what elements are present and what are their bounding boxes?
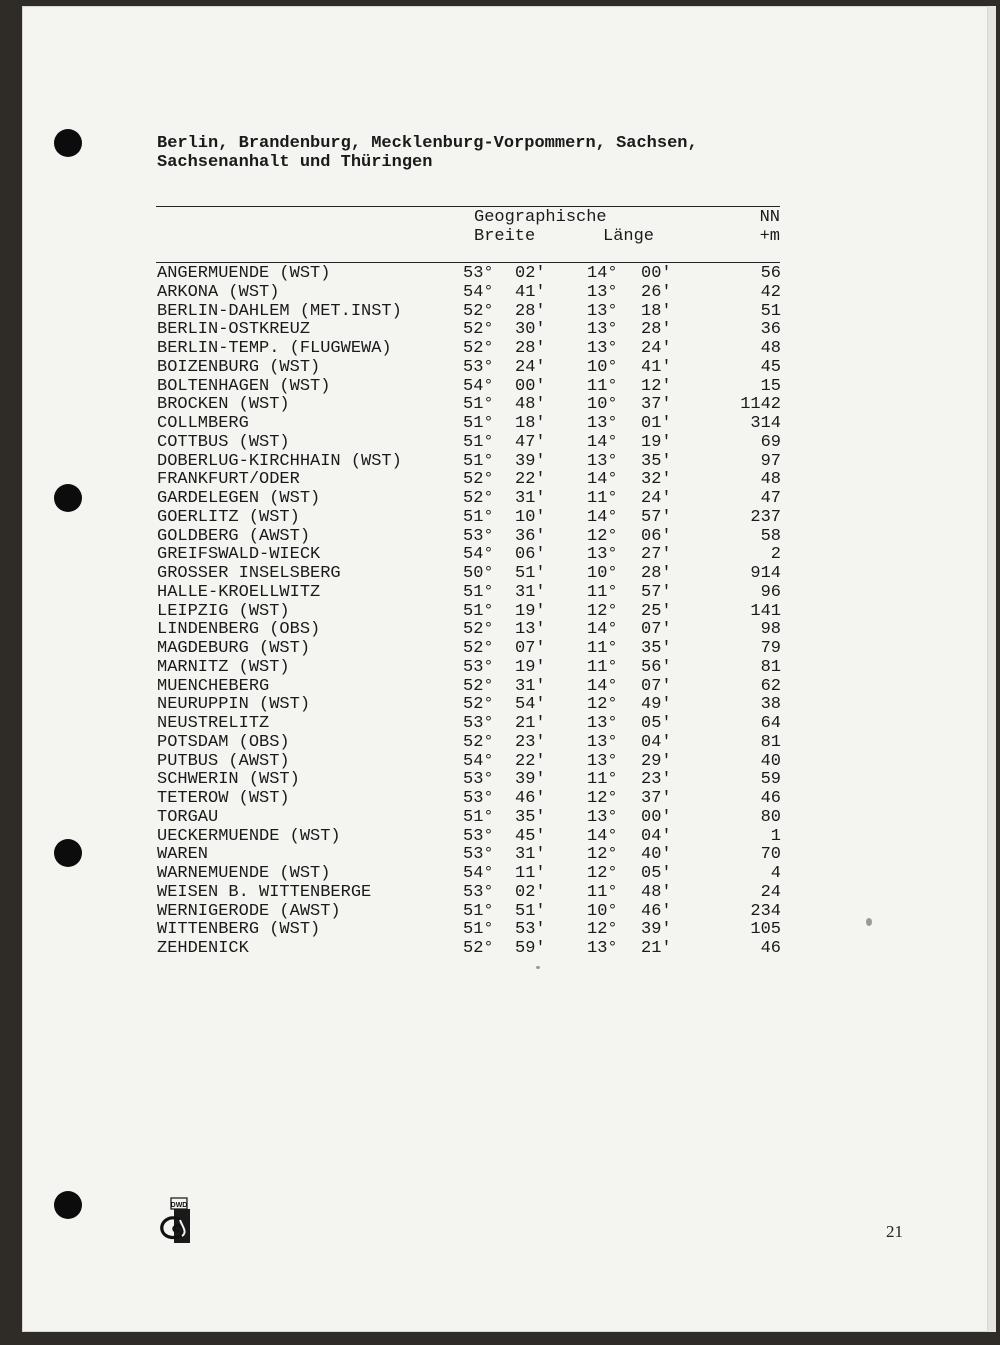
station-name: MARNITZ (WST) (157, 657, 290, 677)
table-row (157, 621, 781, 640)
longitude-degrees: 12° (587, 601, 618, 621)
elevation: 234 (750, 901, 781, 921)
table-row (157, 659, 781, 678)
latitude-degrees: 50° (463, 564, 494, 583)
table-row (157, 546, 781, 565)
station-name: GOLDBERG (AWST) (157, 526, 311, 546)
latitude-degrees: 53° (463, 845, 494, 865)
longitude-degrees: 12° (587, 920, 618, 940)
elevation: 46 (760, 789, 781, 808)
longitude-minutes: 40′ (641, 845, 672, 865)
station-name: GARDELEGEN (WST) (157, 489, 321, 508)
longitude-degrees: 11° (587, 376, 618, 396)
station-name: NEUSTRELITZ (157, 714, 270, 733)
station-name: SCHWERIN (WST) (157, 770, 300, 790)
longitude-minutes: 04′ (641, 732, 672, 752)
table-row (157, 828, 781, 847)
station-name: MUENCHEBERG (157, 676, 270, 696)
station-name: TORGAU (157, 807, 219, 827)
elevation: 15 (760, 376, 781, 396)
lat-header: Breite (474, 227, 536, 246)
longitude-degrees: 14° (587, 676, 618, 696)
title-line-1: Berlin, Brandenburg, Mecklenburg-Vorpommern, Sachsen, (157, 134, 698, 153)
latitude-minutes: 47′ (515, 432, 546, 452)
longitude-minutes: 35′ (641, 451, 672, 471)
latitude-degrees: 51° (463, 395, 494, 415)
longitude-minutes: 19′ (641, 432, 672, 452)
latitude-minutes: 51′ (515, 564, 546, 583)
table-row (157, 378, 781, 397)
longitude-degrees: 11° (587, 882, 618, 902)
elevation: 141 (750, 601, 781, 621)
table-row (157, 603, 781, 622)
latitude-degrees: 52° (463, 732, 494, 752)
station-name: COTTBUS (WST) (157, 432, 290, 452)
longitude-minutes: 57′ (641, 507, 672, 527)
station-name: TETEROW (WST) (157, 789, 290, 808)
elevation: 40 (760, 751, 781, 771)
longitude-minutes: 28′ (641, 320, 672, 340)
station-name: WARNEMUENDE (WST) (157, 864, 331, 883)
latitude-degrees: 53° (463, 826, 494, 846)
elevation: 2 (770, 545, 781, 565)
latitude-minutes: 31′ (515, 489, 546, 508)
longitude-minutes: 26′ (641, 282, 672, 302)
elevation: 97 (760, 451, 781, 471)
table-row (157, 340, 781, 359)
longitude-minutes: 12′ (641, 376, 672, 396)
latitude-degrees: 51° (463, 601, 494, 621)
station-name: BOLTENHAGEN (WST) (157, 376, 331, 396)
longitude-degrees: 14° (587, 432, 618, 452)
latitude-degrees: 53° (463, 357, 494, 377)
latitude-minutes: 30′ (515, 320, 546, 340)
station-name: ZEHDENICK (157, 939, 249, 958)
latitude-minutes: 51′ (515, 901, 546, 921)
longitude-minutes: 25′ (641, 601, 672, 621)
table-row (157, 303, 781, 322)
table-row (157, 846, 781, 865)
elevation: 96 (760, 582, 781, 602)
page-title (157, 134, 797, 172)
table-row (157, 490, 781, 509)
table-row (157, 453, 781, 472)
elevation: 45 (760, 357, 781, 377)
station-name: BERLIN-DAHLEM (MET.INST) (157, 301, 402, 321)
latitude-degrees: 52° (463, 695, 494, 715)
longitude-minutes: 05′ (641, 864, 672, 883)
longitude-minutes: 07′ (641, 676, 672, 696)
latitude-degrees: 52° (463, 301, 494, 321)
station-name: BROCKEN (WST) (157, 395, 290, 415)
header-rule-bottom (156, 262, 780, 263)
elevation: 80 (760, 807, 781, 827)
elev-header-1: NN (759, 208, 780, 227)
longitude-degrees: 13° (587, 301, 618, 321)
longitude-degrees: 14° (587, 264, 618, 283)
latitude-minutes: 39′ (515, 770, 546, 790)
latitude-degrees: 53° (463, 526, 494, 546)
latitude-minutes: 48′ (515, 395, 546, 415)
latitude-degrees: 53° (463, 789, 494, 808)
latitude-minutes: 28′ (515, 339, 546, 358)
station-name: LINDENBERG (OBS) (157, 620, 321, 640)
station-name: HALLE-KROELLWITZ (157, 582, 321, 602)
latitude-degrees: 53° (463, 657, 494, 677)
longitude-degrees: 11° (587, 489, 618, 508)
latitude-minutes: 54′ (515, 695, 546, 715)
latitude-minutes: 45′ (515, 826, 546, 846)
longitude-minutes: 18′ (641, 301, 672, 321)
longitude-minutes: 49′ (641, 695, 672, 715)
longitude-degrees: 13° (587, 714, 618, 733)
table-row (157, 396, 781, 415)
latitude-degrees: 54° (463, 751, 494, 771)
latitude-degrees: 51° (463, 901, 494, 921)
longitude-degrees: 14° (587, 620, 618, 640)
page-edge (988, 6, 996, 1332)
station-name: BOIZENBURG (WST) (157, 357, 321, 377)
elevation: 24 (760, 882, 781, 902)
elevation: 36 (760, 320, 781, 340)
elevation: 98 (760, 620, 781, 640)
latitude-degrees: 51° (463, 414, 494, 433)
table-row (157, 734, 781, 753)
latitude-minutes: 00′ (515, 376, 546, 396)
latitude-degrees: 53° (463, 882, 494, 902)
elevation: 914 (750, 564, 781, 583)
station-name: NEURUPPIN (WST) (157, 695, 311, 715)
logo-text: DWD (170, 1202, 188, 1209)
latitude-degrees: 52° (463, 676, 494, 696)
longitude-degrees: 12° (587, 695, 618, 715)
elevation: 1 (770, 826, 781, 846)
longitude-degrees: 10° (587, 901, 618, 921)
latitude-minutes: 36′ (515, 526, 546, 546)
longitude-minutes: 06′ (641, 526, 672, 546)
longitude-minutes: 00′ (641, 264, 672, 283)
longitude-degrees: 13° (587, 751, 618, 771)
longitude-minutes: 41′ (641, 357, 672, 377)
longitude-degrees: 10° (587, 357, 618, 377)
longitude-minutes: 32′ (641, 470, 672, 490)
longitude-degrees: 10° (587, 564, 618, 583)
longitude-minutes: 28′ (641, 564, 672, 583)
longitude-degrees: 12° (587, 789, 618, 808)
latitude-minutes: 39′ (515, 451, 546, 471)
paper-speck (536, 966, 540, 969)
elevation: 79 (760, 639, 781, 658)
longitude-degrees: 13° (587, 451, 618, 471)
latitude-degrees: 52° (463, 939, 494, 958)
station-name: UECKERMUENDE (WST) (157, 826, 341, 846)
latitude-minutes: 35′ (515, 807, 546, 827)
longitude-degrees: 12° (587, 526, 618, 546)
longitude-degrees: 12° (587, 864, 618, 883)
longitude-minutes: 37′ (641, 789, 672, 808)
latitude-minutes: 21′ (515, 714, 546, 733)
station-name: BERLIN-OSTKREUZ (157, 320, 311, 340)
table-row (157, 284, 781, 303)
longitude-degrees: 10° (587, 395, 618, 415)
latitude-minutes: 19′ (515, 601, 546, 621)
latitude-minutes: 53′ (515, 920, 546, 940)
longitude-degrees: 13° (587, 282, 618, 302)
latitude-minutes: 23′ (515, 732, 546, 752)
station-name: PUTBUS (AWST) (157, 751, 290, 771)
latitude-degrees: 51° (463, 507, 494, 527)
table-row (157, 434, 781, 453)
latitude-minutes: 24′ (515, 357, 546, 377)
latitude-degrees: 54° (463, 376, 494, 396)
station-name: WITTENBERG (WST) (157, 920, 321, 940)
elevation: 58 (760, 526, 781, 546)
latitude-degrees: 51° (463, 451, 494, 471)
latitude-degrees: 52° (463, 620, 494, 640)
table-row (157, 584, 781, 603)
latitude-degrees: 54° (463, 864, 494, 883)
longitude-degrees: 13° (587, 732, 618, 752)
longitude-degrees: 11° (587, 582, 618, 602)
station-name: MAGDEBURG (WST) (157, 639, 311, 658)
elevation: 69 (760, 432, 781, 452)
longitude-degrees: 13° (587, 320, 618, 340)
longitude-degrees: 13° (587, 545, 618, 565)
longitude-minutes: 35′ (641, 639, 672, 658)
longitude-minutes: 21′ (641, 939, 672, 958)
longitude-degrees: 13° (587, 939, 618, 958)
elevation: 1142 (740, 395, 781, 415)
latitude-degrees: 54° (463, 282, 494, 302)
elevation: 47 (760, 489, 781, 508)
table-row (157, 265, 781, 284)
elevation: 64 (760, 714, 781, 733)
elevation: 59 (760, 770, 781, 790)
elevation: 81 (760, 732, 781, 752)
longitude-minutes: 00′ (641, 807, 672, 827)
longitude-minutes: 07′ (641, 620, 672, 640)
dwd-logo-graphic (156, 1196, 198, 1246)
punch-hole (54, 839, 82, 867)
latitude-degrees: 52° (463, 470, 494, 490)
table-row (157, 471, 781, 490)
longitude-minutes: 56′ (641, 657, 672, 677)
elevation: 62 (760, 676, 781, 696)
longitude-minutes: 24′ (641, 489, 672, 508)
latitude-minutes: 31′ (515, 845, 546, 865)
longitude-minutes: 04′ (641, 826, 672, 846)
latitude-degrees: 52° (463, 489, 494, 508)
latitude-degrees: 53° (463, 264, 494, 283)
latitude-minutes: 10′ (515, 507, 546, 527)
longitude-minutes: 05′ (641, 714, 672, 733)
latitude-degrees: 52° (463, 339, 494, 358)
longitude-degrees: 11° (587, 657, 618, 677)
latitude-minutes: 31′ (515, 676, 546, 696)
paper-speck (866, 918, 872, 926)
station-name: GROSSER INSELSBERG (157, 564, 341, 583)
station-name: COLLMBERG (157, 414, 249, 433)
latitude-minutes: 11′ (515, 864, 546, 883)
latitude-degrees: 51° (463, 432, 494, 452)
page-number: 21 (886, 1222, 903, 1241)
station-name: FRANKFURT/ODER (157, 470, 300, 490)
table-row (157, 940, 781, 959)
longitude-degrees: 11° (587, 639, 618, 658)
elevation: 42 (760, 282, 781, 302)
table-row (157, 678, 781, 697)
table-row (157, 903, 781, 922)
latitude-minutes: 02′ (515, 264, 546, 283)
table-row (157, 753, 781, 772)
longitude-degrees: 14° (587, 826, 618, 846)
elevation: 314 (750, 414, 781, 433)
station-name: ARKONA (WST) (157, 282, 280, 302)
table-row (157, 884, 781, 903)
station-name: GREIFSWALD-WIECK (157, 545, 321, 565)
latitude-degrees: 51° (463, 920, 494, 940)
longitude-degrees: 11° (587, 770, 618, 790)
longitude-degrees: 13° (587, 339, 618, 358)
elevation: 48 (760, 470, 781, 490)
station-name: POTSDAM (OBS) (157, 732, 290, 752)
latitude-degrees: 53° (463, 714, 494, 733)
elevation: 56 (760, 264, 781, 283)
latitude-minutes: 22′ (515, 751, 546, 771)
latitude-minutes: 28′ (515, 301, 546, 321)
elevation: 237 (750, 507, 781, 527)
table-row (157, 809, 781, 828)
latitude-minutes: 31′ (515, 582, 546, 602)
punch-hole (54, 1191, 82, 1219)
longitude-degrees: 13° (587, 807, 618, 827)
station-name: LEIPZIG (WST) (157, 601, 290, 621)
longitude-minutes: 39′ (641, 920, 672, 940)
punch-hole (54, 129, 82, 157)
dwd-logo (156, 1196, 198, 1246)
table-row (157, 359, 781, 378)
latitude-degrees: 52° (463, 639, 494, 658)
elevation: 105 (750, 920, 781, 940)
elevation: 81 (760, 657, 781, 677)
longitude-minutes: 57′ (641, 582, 672, 602)
longitude-degrees: 13° (587, 414, 618, 433)
elevation: 38 (760, 695, 781, 715)
longitude-minutes: 29′ (641, 751, 672, 771)
longitude-minutes: 37′ (641, 395, 672, 415)
longitude-minutes: 23′ (641, 770, 672, 790)
station-name: WAREN (157, 845, 209, 865)
table-row (157, 921, 781, 940)
latitude-degrees: 52° (463, 320, 494, 340)
latitude-minutes: 13′ (515, 620, 546, 640)
table-row (157, 321, 781, 340)
latitude-minutes: 22′ (515, 470, 546, 490)
table-row (157, 640, 781, 659)
elevation: 4 (770, 864, 781, 883)
table-row (157, 790, 781, 809)
longitude-minutes: 01′ (641, 414, 672, 433)
longitude-minutes: 48′ (641, 882, 672, 902)
table-row (157, 696, 781, 715)
station-name: ANGERMUENDE (WST) (157, 264, 331, 283)
elev-header-2: +m (759, 227, 780, 246)
table-row (157, 715, 781, 734)
station-name: GOERLITZ (WST) (157, 507, 300, 527)
latitude-degrees: 51° (463, 807, 494, 827)
longitude-minutes: 27′ (641, 545, 672, 565)
punch-hole (54, 484, 82, 512)
geo-header: Geographische (474, 208, 607, 227)
station-name: DOBERLUG-KIRCHHAIN (WST) (157, 451, 402, 471)
longitude-minutes: 24′ (641, 339, 672, 358)
table-row (157, 771, 781, 790)
longitude-minutes: 46′ (641, 901, 672, 921)
table-row (157, 528, 781, 547)
latitude-minutes: 46′ (515, 789, 546, 808)
latitude-minutes: 59′ (515, 939, 546, 958)
elevation: 46 (760, 939, 781, 958)
table-row (157, 865, 781, 884)
longitude-degrees: 14° (587, 507, 618, 527)
latitude-minutes: 41′ (515, 282, 546, 302)
latitude-minutes: 18′ (515, 414, 546, 433)
latitude-minutes: 02′ (515, 882, 546, 902)
latitude-minutes: 19′ (515, 657, 546, 677)
table-row (157, 509, 781, 528)
station-table (157, 265, 781, 959)
station-name: BERLIN-TEMP. (FLUGWEWA) (157, 339, 392, 358)
station-name: WERNIGERODE (AWST) (157, 901, 341, 921)
header-rule-top (156, 206, 780, 207)
latitude-minutes: 06′ (515, 545, 546, 565)
latitude-minutes: 07′ (515, 639, 546, 658)
elevation: 51 (760, 301, 781, 321)
longitude-degrees: 14° (587, 470, 618, 490)
latitude-degrees: 51° (463, 582, 494, 602)
title-line-2: Sachsenanhalt und Thüringen (157, 153, 433, 172)
table-row (157, 565, 781, 584)
table-row (157, 415, 781, 434)
latitude-degrees: 53° (463, 770, 494, 790)
elevation: 70 (760, 845, 781, 865)
latitude-degrees: 54° (463, 545, 494, 565)
station-name: WEISEN B. WITTENBERGE (157, 882, 372, 902)
longitude-degrees: 12° (587, 845, 618, 865)
lon-header: Länge (603, 227, 655, 246)
elevation: 48 (760, 339, 781, 358)
